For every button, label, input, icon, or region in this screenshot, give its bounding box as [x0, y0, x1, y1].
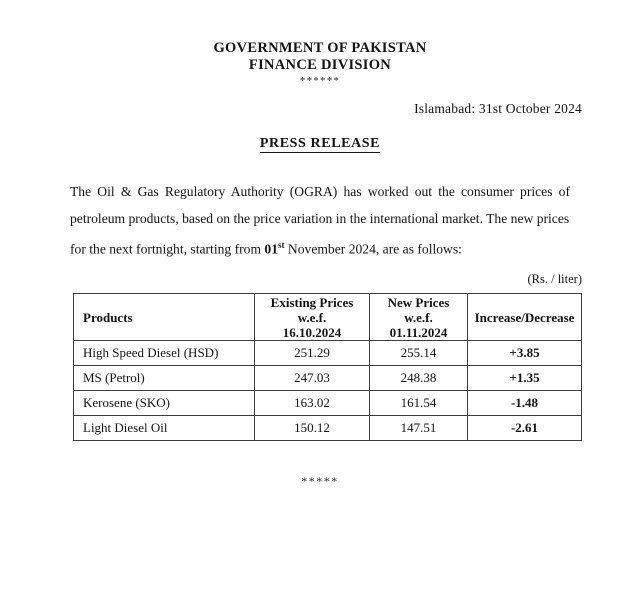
unit-label: (Rs. / liter)	[527, 272, 582, 286]
body-line-3-post: November 2024, are as follows:	[284, 241, 462, 257]
price-table	[73, 293, 582, 441]
new-header-line2: w.e.f.	[404, 309, 433, 325]
cell-new-price: 161.54	[370, 391, 468, 416]
existing-header-line2: w.e.f.	[297, 309, 327, 325]
ordinal-suffix: st	[278, 240, 285, 250]
press-release-heading-wrap	[0, 134, 640, 152]
cell-new-price: 255.14	[370, 341, 468, 366]
cell-product: Light Diesel Oil	[74, 416, 255, 441]
cell-existing-price: 150.12	[255, 416, 370, 441]
body-line-2: petroleum products, based on the price variation in the international market. The new prices	[70, 211, 570, 226]
existing-header-line3: 16.10.2024	[282, 324, 342, 340]
column-header-products: Products	[74, 294, 255, 341]
body-line-1: The Oil & Gas Regulatory Authority (OGRA) has worked out the consumer prices of	[70, 184, 570, 199]
letterhead-star-divider: ******	[299, 75, 341, 87]
division-title: FINANCE DIVISION	[248, 57, 392, 73]
cell-product: High Speed Diesel (HSD)	[74, 341, 255, 366]
letterhead	[0, 0, 640, 88]
body-line-3-pre: for the next fortnight, starting from	[70, 241, 265, 257]
column-header-increase-decrease: Increase/Decrease	[468, 294, 582, 341]
body-line-3	[70, 232, 570, 263]
effective-date-number: 01	[264, 241, 279, 257]
table-body	[74, 341, 582, 441]
dateline: Islamabad: 31st October 2024	[414, 101, 582, 116]
table-row	[74, 366, 582, 391]
cell-existing-price: 247.03	[255, 366, 370, 391]
table-row	[74, 391, 582, 416]
cell-existing-price: 251.29	[255, 341, 370, 366]
new-header-line3: 01.11.2024	[389, 324, 448, 340]
cell-change: +3.85	[468, 341, 582, 366]
footer-star-divider: *****	[301, 474, 339, 488]
cell-change: +1.35	[468, 366, 582, 391]
cell-product: MS (Petrol)	[74, 366, 255, 391]
table-row	[74, 416, 582, 441]
body-paragraph	[70, 178, 570, 263]
cell-new-price: 147.51	[370, 416, 468, 441]
new-header-line1: New Prices	[387, 294, 450, 310]
cell-existing-price: 163.02	[255, 391, 370, 416]
table-header	[74, 294, 582, 341]
government-title: GOVERNMENT OF PAKISTAN	[213, 40, 427, 56]
existing-header-line1: Existing Prices	[270, 294, 354, 310]
column-header-new-prices	[370, 294, 468, 341]
cell-change: -2.61	[468, 416, 582, 441]
cell-new-price: 248.38	[370, 366, 468, 391]
table-row	[74, 341, 582, 366]
cell-product: Kerosene (SKO)	[74, 391, 255, 416]
cell-change: -1.48	[468, 391, 582, 416]
column-header-existing-prices	[255, 294, 370, 341]
table-header-row	[74, 294, 582, 341]
page-title: PRESS RELEASE	[259, 136, 381, 151]
